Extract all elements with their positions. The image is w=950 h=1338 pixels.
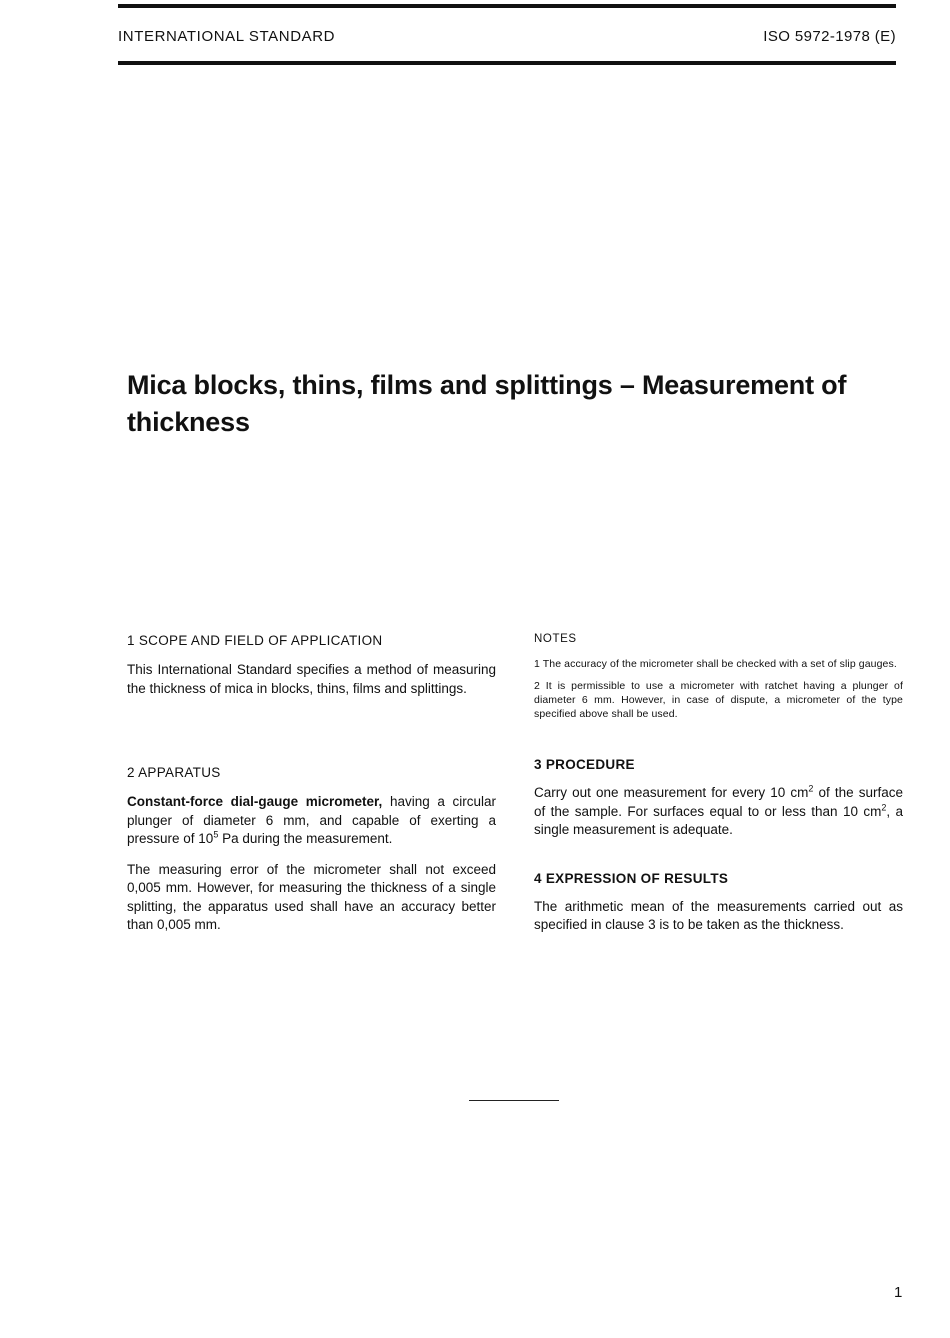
section-apparatus-heading: 2 APPARATUS — [127, 765, 221, 780]
section-apparatus-paragraph-2: The measuring error of the micrometer shall not exceed 0,005 mm. However, for measuring the thickness of a single splitting, the apparatus used shall have an accuracy better than 0,005 mm. — [127, 861, 496, 932]
end-of-text-rule — [469, 1100, 559, 1101]
section-results-text: The arithmetic mean of the measurements carried out as specified in clause 3 is to be taken as the thickness. — [534, 898, 903, 932]
note-2: 2 It is permissible to use a micrometer with ratchet having a plunger of diameter 6 mm. However, in case of dispute, a micrometer of the type specified above shall be used. — [534, 680, 903, 720]
note-1: 1 The accuracy of the micrometer shall be checked with a set of slip gauges. — [534, 658, 897, 670]
right-column — [534, 633, 903, 935]
header-bottom-rule — [118, 61, 896, 65]
section-apparatus-paragraph-1: Constant-force dial-gauge micrometer, having a circular plunger of diameter 6 mm, and capable of exerting a pressure of $10^5$ Pa during the measurement. — [127, 794, 496, 846]
section-procedure-heading: 3 PROCEDURE — [534, 757, 635, 772]
section-results-heading: 4 EXPRESSION OF RESULTS — [534, 870, 729, 886]
standard-number: ISO 5972-1978 (E) — [763, 28, 896, 45]
section-scope-text: This International Standard specifies a method of measuring the thickness of mica in blocks, thins, films and splittings. — [127, 662, 496, 696]
standard-type-label: INTERNATIONAL STANDARD — [118, 28, 336, 45]
left-column — [127, 633, 496, 935]
micrometer-term: Constant-force dial-gauge micrometer, — [127, 794, 383, 809]
notes-label: NOTES — [534, 633, 577, 645]
header-top-rule — [118, 4, 896, 8]
section-scope-heading: 1 SCOPE AND FIELD OF APPLICATION — [127, 633, 383, 648]
document-title: Mica blocks, thins, films and splittings – Measurement of thickness — [127, 370, 847, 437]
section-procedure-text: Carry out one measurement for every 10 $cm^2$ of the surface of the sample. For surfaces equal to or less than 10 $cm^2$, a single measurement is adequate. — [534, 783, 903, 837]
page-number: 1 — [894, 1284, 903, 1301]
